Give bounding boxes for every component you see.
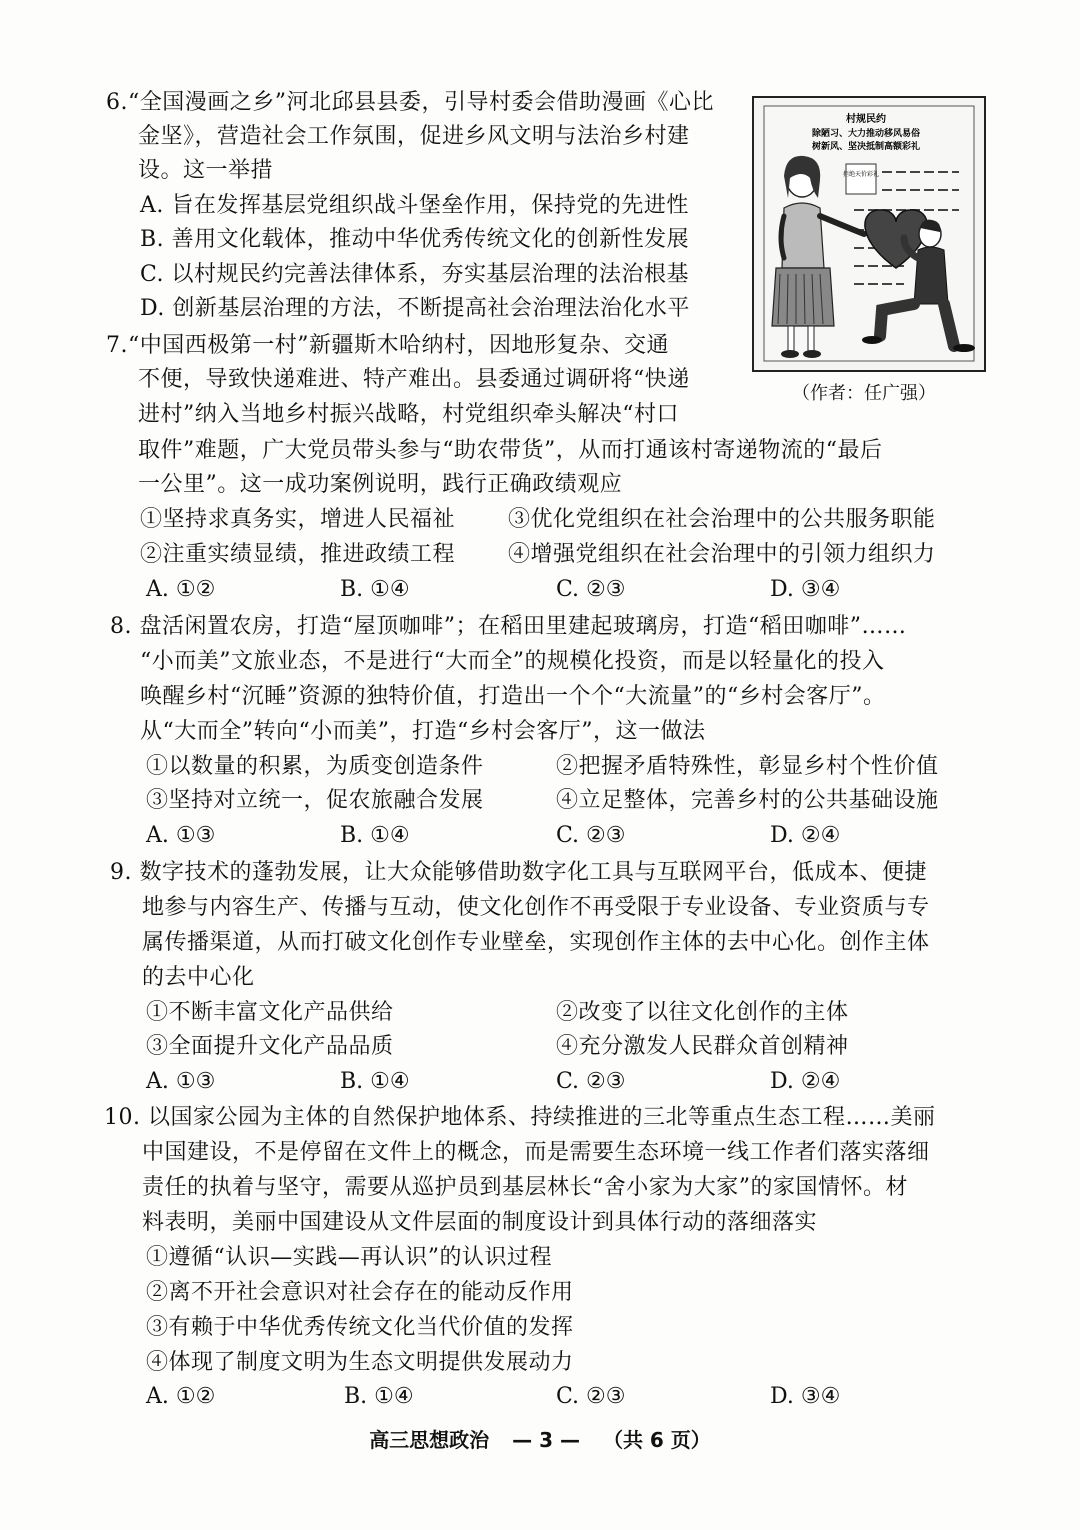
- q9-statement-1: ①不断丰富文化产品供给: [146, 1000, 394, 1025]
- q9-statement-2: ②改变了以往文化创作的主体: [556, 1000, 849, 1025]
- q10-statement-1: ①遵循“认识—实践—再认识”的认识过程: [146, 1245, 552, 1270]
- q8-stem-line-2: “小而美”文旅业态，不是进行“大而全”的规模化投资，而是以轻量化的投入: [140, 649, 885, 674]
- q8-choice-b: B. ①④: [340, 823, 410, 848]
- q9-stem-line-3: 属传播渠道，从而打破文化创作专业壁垒，实现创作主体的去中心化。创作主体: [142, 930, 930, 955]
- q8-statement-3: ③坚持对立统一，促农旅融合发展: [146, 788, 484, 813]
- q9-stem-line-1: 9. 数字技术的蓬勃发展，让大众能够借助数字化工具与互联网平台，低成本、便捷: [110, 860, 927, 885]
- q7-stem-line-3: 进村”纳入当地乡村振兴战略，村党组织牵头解决“村口: [138, 402, 679, 427]
- q9-choice-a: A. ①③: [146, 1069, 216, 1094]
- page-footer: [0, 1424, 1080, 1453]
- footer-page-number: — 3 —: [512, 1428, 580, 1452]
- q6-stem-line-3: 设。这一举措: [138, 158, 274, 183]
- q8-stem-line-4: 从“大而全”转向“小而美”，打造“乡村会客厅”，这一做法: [140, 719, 706, 744]
- footer-subject: 高三思想政治: [369, 1428, 490, 1452]
- q10-stem-line-2: 中国建设，不是停留在文件上的概念，而是需要生态环境一线工作者们落实落细: [142, 1140, 930, 1165]
- cartoon-sign-line-1: 除陋习、大力推动移风易俗: [811, 129, 921, 139]
- q9-stem-line-2: 地参与内容生产、传播与互动，使文化创作不再受限于专业设备、专业资质与专: [142, 895, 930, 920]
- q10-stem-line-3: 责任的执着与坚守，需要从巡护员到基层林长“舍小家为大家”的家国情怀。材: [142, 1175, 908, 1200]
- q8-statement-2: ②把握矛盾特殊性，彰显乡村个性价值: [556, 754, 939, 779]
- q6-option-d: D. 创新基层治理的方法，不断提高社会治理法治化水平: [140, 296, 690, 321]
- q7-statement-4: ④增强党组织在社会治理中的引领力组织力: [508, 542, 936, 567]
- q7-choice-b: B. ①④: [340, 577, 410, 602]
- q10-choice-c: C. ②③: [556, 1384, 626, 1409]
- q6-option-a: A. 旨在发挥基层党组织战斗堡垒作用，保持党的先进性: [140, 193, 689, 218]
- cartoon-small-board: 拒绝天价彩礼: [842, 171, 880, 178]
- cartoon-credit: （作者：任广强）: [792, 383, 936, 404]
- q7-stem-line-2: 不便，导致快递难进、特产难出。县委通过调研将“快递: [138, 367, 690, 392]
- q8-choice-d: D. ②④: [770, 823, 841, 848]
- q10-statement-4: ④体现了制度文明为生态文明提供发展动力: [146, 1350, 574, 1375]
- q9-statement-3: ③全面提升文化产品品质: [146, 1034, 394, 1059]
- q8-choice-a: A. ①③: [146, 823, 216, 848]
- q9-stem-line-4: 的去中心化: [142, 965, 255, 990]
- q6-stem-line-2: 金坚》，营造社会工作氛围，促进乡风文明与法治乡村建: [138, 124, 690, 149]
- q6-stem-line-1: 6.“全国漫画之乡”河北邱县县委，引导村委会借助漫画《心比: [106, 90, 714, 115]
- q6-option-b: B. 善用文化载体，推动中华优秀传统文化的创新性发展: [140, 227, 690, 252]
- q8-stem-line-3: 唤醒乡村“沉睡”资源的独特价值，打造出一个个“大流量”的“乡村会客厅”。: [140, 684, 886, 709]
- q7-choice-d: D. ③④: [770, 577, 841, 602]
- cartoon-sign-title: 村规民约: [846, 114, 886, 125]
- q9-choice-d: D. ②④: [770, 1069, 841, 1094]
- q9-choice-b: B. ①④: [340, 1069, 410, 1094]
- q8-statement-4: ④立足整体，完善乡村的公共基础设施: [556, 788, 939, 813]
- q7-stem-line-4: 取件”难题，广大党员带头参与“助农带货”，从而打通该村寄递物流的“最后: [138, 438, 883, 463]
- q10-stem-line-4: 料表明，美丽中国建设从文件层面的制度设计到具体行动的落细落实: [142, 1210, 818, 1235]
- cartoon-image: [752, 96, 986, 372]
- q10-choice-b: B. ①④: [344, 1384, 414, 1409]
- q9-choice-c: C. ②③: [556, 1069, 626, 1094]
- q10-choice-d: D. ③④: [770, 1384, 841, 1409]
- q7-statement-3: ③优化党组织在社会治理中的公共服务职能: [508, 507, 936, 532]
- q10-statement-3: ③有赖于中华优秀传统文化当代价值的发挥: [146, 1315, 574, 1340]
- footer-total-pages: （共 6 页）: [602, 1428, 711, 1452]
- q7-choice-c: C. ②③: [556, 577, 626, 602]
- q7-statement-1: ①坚持求真务实，增进人民福祉: [140, 507, 456, 532]
- q8-statement-1: ①以数量的积累，为质变创造条件: [146, 754, 484, 779]
- q7-stem-line-5: 一公里”。这一成功案例说明，践行正确政绩观应: [138, 472, 623, 497]
- q8-choice-c: C. ②③: [556, 823, 626, 848]
- cartoon-illustration: [754, 98, 984, 370]
- q8-stem-line-1: 8. 盘活闲置农房，打造“屋顶咖啡”；在稻田里建起玻璃房，打造“稻田咖啡”……: [110, 614, 907, 639]
- q10-statement-2: ②离不开社会意识对社会存在的能动反作用: [146, 1280, 574, 1305]
- cartoon-sign-line-2: 树新风、坚决抵制高额彩礼: [811, 142, 921, 152]
- q10-stem-line-1: 10. 以国家公园为主体的自然保护地体系、持续推进的三北等重点生态工程……美丽: [104, 1105, 936, 1130]
- q7-statement-2: ②注重实绩显绩，推进政绩工程: [140, 542, 456, 567]
- q7-choice-a: A. ①②: [146, 577, 216, 602]
- q7-stem-line-1: 7.“中国西极第一村”新疆斯木哈纳村，因地形复杂、交通: [106, 333, 669, 358]
- q6-option-c: C. 以村规民约完善法律体系，夯实基层治理的法治根基: [140, 262, 690, 287]
- q10-choice-a: A. ①②: [146, 1384, 216, 1409]
- q9-statement-4: ④充分激发人民群众首创精神: [556, 1034, 849, 1059]
